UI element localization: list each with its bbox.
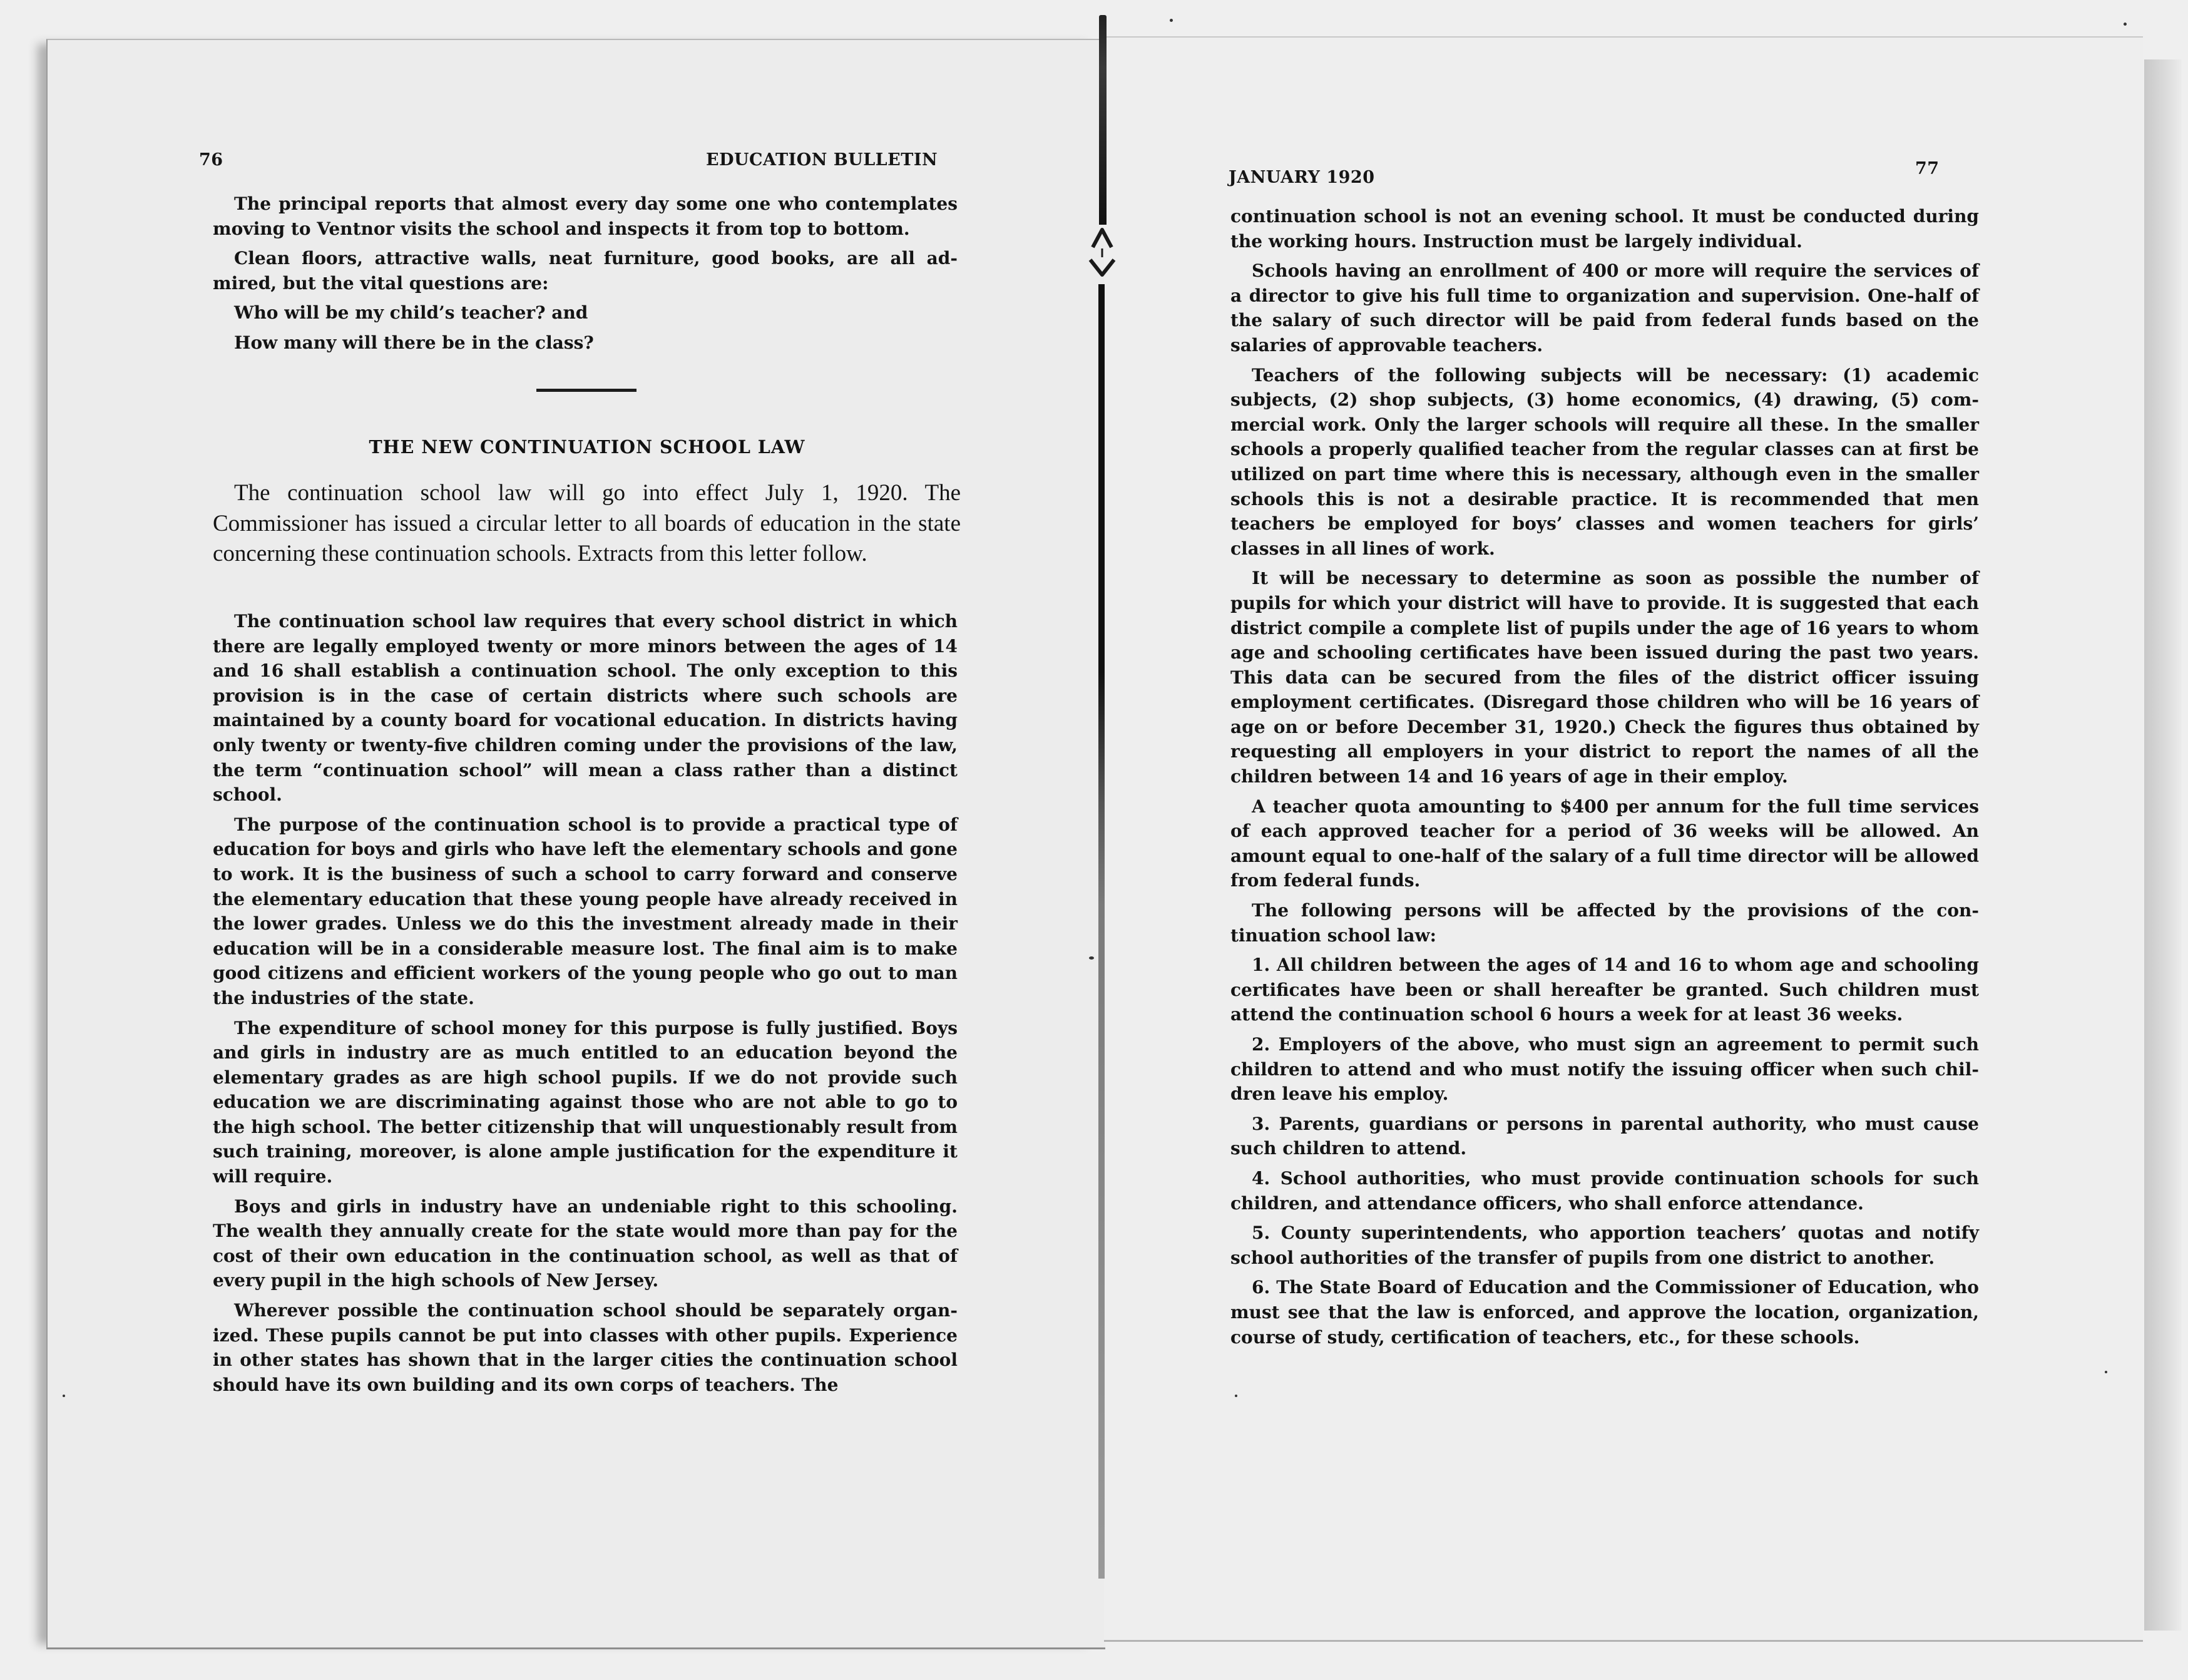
gutter-fold-marker-icon	[1088, 225, 1117, 281]
numbered-item: 4. School authorities, who must provide continuation schools for such children, and attendance officers, who shall enforce attendance.	[1230, 1167, 1979, 1214]
body-paragraph: It will be necessary to determine as soon as possible the number of pupils for which your district will have to provide. It is suggested that each district compile a complete list of pupils under the age of 16 years to whom age and schooling certificates have been issued during the past two years. This data can be secured from the files of the district officer issuing employment certificates. (Disregard those children who will be 16 years of age on or before December 31, 1920.) Check the figures thus obtained by requesting all employers in your district to report the names of all the children between 14 and 16 years of age in their employ.	[1230, 568, 1979, 787]
continued-paragraph: continuation school is not an evening school. It must be conducted during the working hours. Instruction must be largely individual.	[1230, 206, 1979, 252]
body-paragraph: The following persons will be affected by the provisions of the continuation school law:	[1230, 900, 1979, 946]
body-paragraph: Boys and girls in industry have an undeniable right to this schooling. The wealth they annually create for the state would more than pay for the cost of their own education in the continuation school, as well as that of every pupil in the high schools of New Jersey.	[213, 1196, 958, 1291]
numbered-item: 3. Parents, guardians or persons in parental authority, who must cause such children to attend.	[1230, 1113, 1979, 1159]
body-paragraph: The purpose of the continuation school is to provide a practical type of education for boys and girls who have left the elementary schools and gone to work. It is the business of such a school to carry forward and conserve the elementary education that these young people have already received in the lower grades. Unless we do this the investment already made in their education will be in a considerable measure lost. The final aim is to make good citizens and efficient workers of the young people who go out to man the industries of the state.	[213, 814, 958, 1008]
numbered-item: 5. County superintendents, who apportion teachers’ quotas and notify school authorities of the transfer of pupils from one district to another.	[1230, 1222, 1979, 1268]
body-paragraph: Wherever possible the continuation school should be separately organized. These pupils cannot be put into classes with other pupils. Experience in other states has shown that in the larger cities the continuation school should have its own building and its own corps of teachers. The	[213, 1300, 958, 1395]
intro-question: Who will be my child’s teacher? and	[234, 302, 588, 324]
numbered-item: 2. Employers of the above, who must sign an agreement to permit such children to attend and who must notify the issuing officer when such children leave his employ.	[1230, 1034, 1979, 1105]
left-body-text	[213, 609, 958, 1402]
page-number-left: 76	[199, 150, 223, 170]
body-paragraph: The expenditure of school money for this purpose is fully justified. Boys and girls in industry are as much entitled to an education beyond the elementary grades as are high school pupils. If we do not provide such education we are discriminating against those who are not able to go to the high school. The better citizenship that will unquestionably result from such training, moreover, is alone ample justification for the expenditure it will require.	[213, 1017, 958, 1187]
intro-question: How many will there be in the class?	[234, 332, 594, 353]
intro-paragraph: Clean floors, attractive walls, neat furniture, good books, are all admired, but the vital questions are:	[213, 248, 958, 294]
right-body-text	[1230, 204, 1979, 1355]
fold-arrows-icon	[1088, 225, 1117, 281]
scan-speck	[2124, 23, 2127, 26]
intro-section	[213, 192, 958, 361]
scan-speck	[1089, 956, 1094, 960]
section-title: THE NEW CONTINUATION SCHOOL LAW	[369, 436, 805, 458]
intro-paragraph: The principal reports that almost every day some one who contemplates moving to Ventnor visits the school and inspects it from top to bottom.	[213, 193, 958, 239]
scan-speck	[2105, 1371, 2107, 1373]
scan-speck	[63, 1395, 65, 1397]
book-gutter	[1097, 15, 1108, 1579]
section-divider-rule	[536, 389, 636, 392]
body-paragraph: Schools having an enrollment of 400 or more will require the services of a director to give his full time to organization and supervision. One-half of the salary of such director will be paid from federal funds based on the salaries of approvable teachers.	[1230, 260, 1979, 356]
right-page-edge-shadow	[2144, 59, 2182, 1631]
numbered-item: 6. The State Board of Education and the Commissioner of Education, who must see that the law is enforced, and approve the location, organization, course of study, certification of teachers, etc., for these schools.	[1230, 1277, 1979, 1348]
lead-paragraph: The continuation school law will go into effect July 1, 1920. The Commissioner has issued a circular letter to all boards of education in the state concerning these continuation schools. Extracts from this letter follow.	[213, 480, 961, 566]
running-title-right: JANUARY 1920	[1229, 168, 1375, 187]
running-title-left: EDUCATION BULLETIN	[706, 150, 938, 170]
numbered-item: 1. All children between the ages of 14 and 16 to whom age and schooling certificates have been or shall hereafter be granted. Such children must attend the continuation school 6 hours a week for at least 36 weeks.	[1230, 955, 1979, 1025]
body-paragraph: A teacher quota amounting to $400 per annum for the full time services of each approved teacher for a period of 36 weeks will be allowed. An amount equal to one-half of the salary of a full time director will be allowed from federal funds.	[1230, 796, 1979, 891]
scan-speck	[1235, 1395, 1237, 1397]
lead-paragraph-block	[213, 478, 961, 570]
scan-speck	[1170, 19, 1173, 22]
body-paragraph: The continuation school law requires that every school district in which there are legally employed twenty or more minors between the ages of 14 and 16 shall establish a continuation school. The only exception to this provision is in the case of certain districts where such schools are maintained by a county board for vocational education. In districts having only twenty or twenty-five children coming under the provisions of the law, the term “continuation school” will mean a class rather than a distinct school.	[213, 611, 958, 806]
body-paragraph: Teachers of the following subjects will be necessary: (1) academic subjects, (2) shop subjects, (3) home economics, (4) drawing, (5) commercial work. Only the larger schools will require all these. In the smaller schools a properly qualified teacher from the regular classes can at first be utilized on part time where this is necessary, although even in the smaller schools this is not a desirable practice. It is recommended that men teachers be employed for boys’ classes and women teachers for girls’ classes in all lines of work.	[1230, 364, 1979, 559]
page-number-right: 77	[1915, 159, 1940, 178]
gutter-shadow-bottom	[1098, 284, 1105, 1579]
gutter-shadow-top	[1099, 15, 1107, 225]
